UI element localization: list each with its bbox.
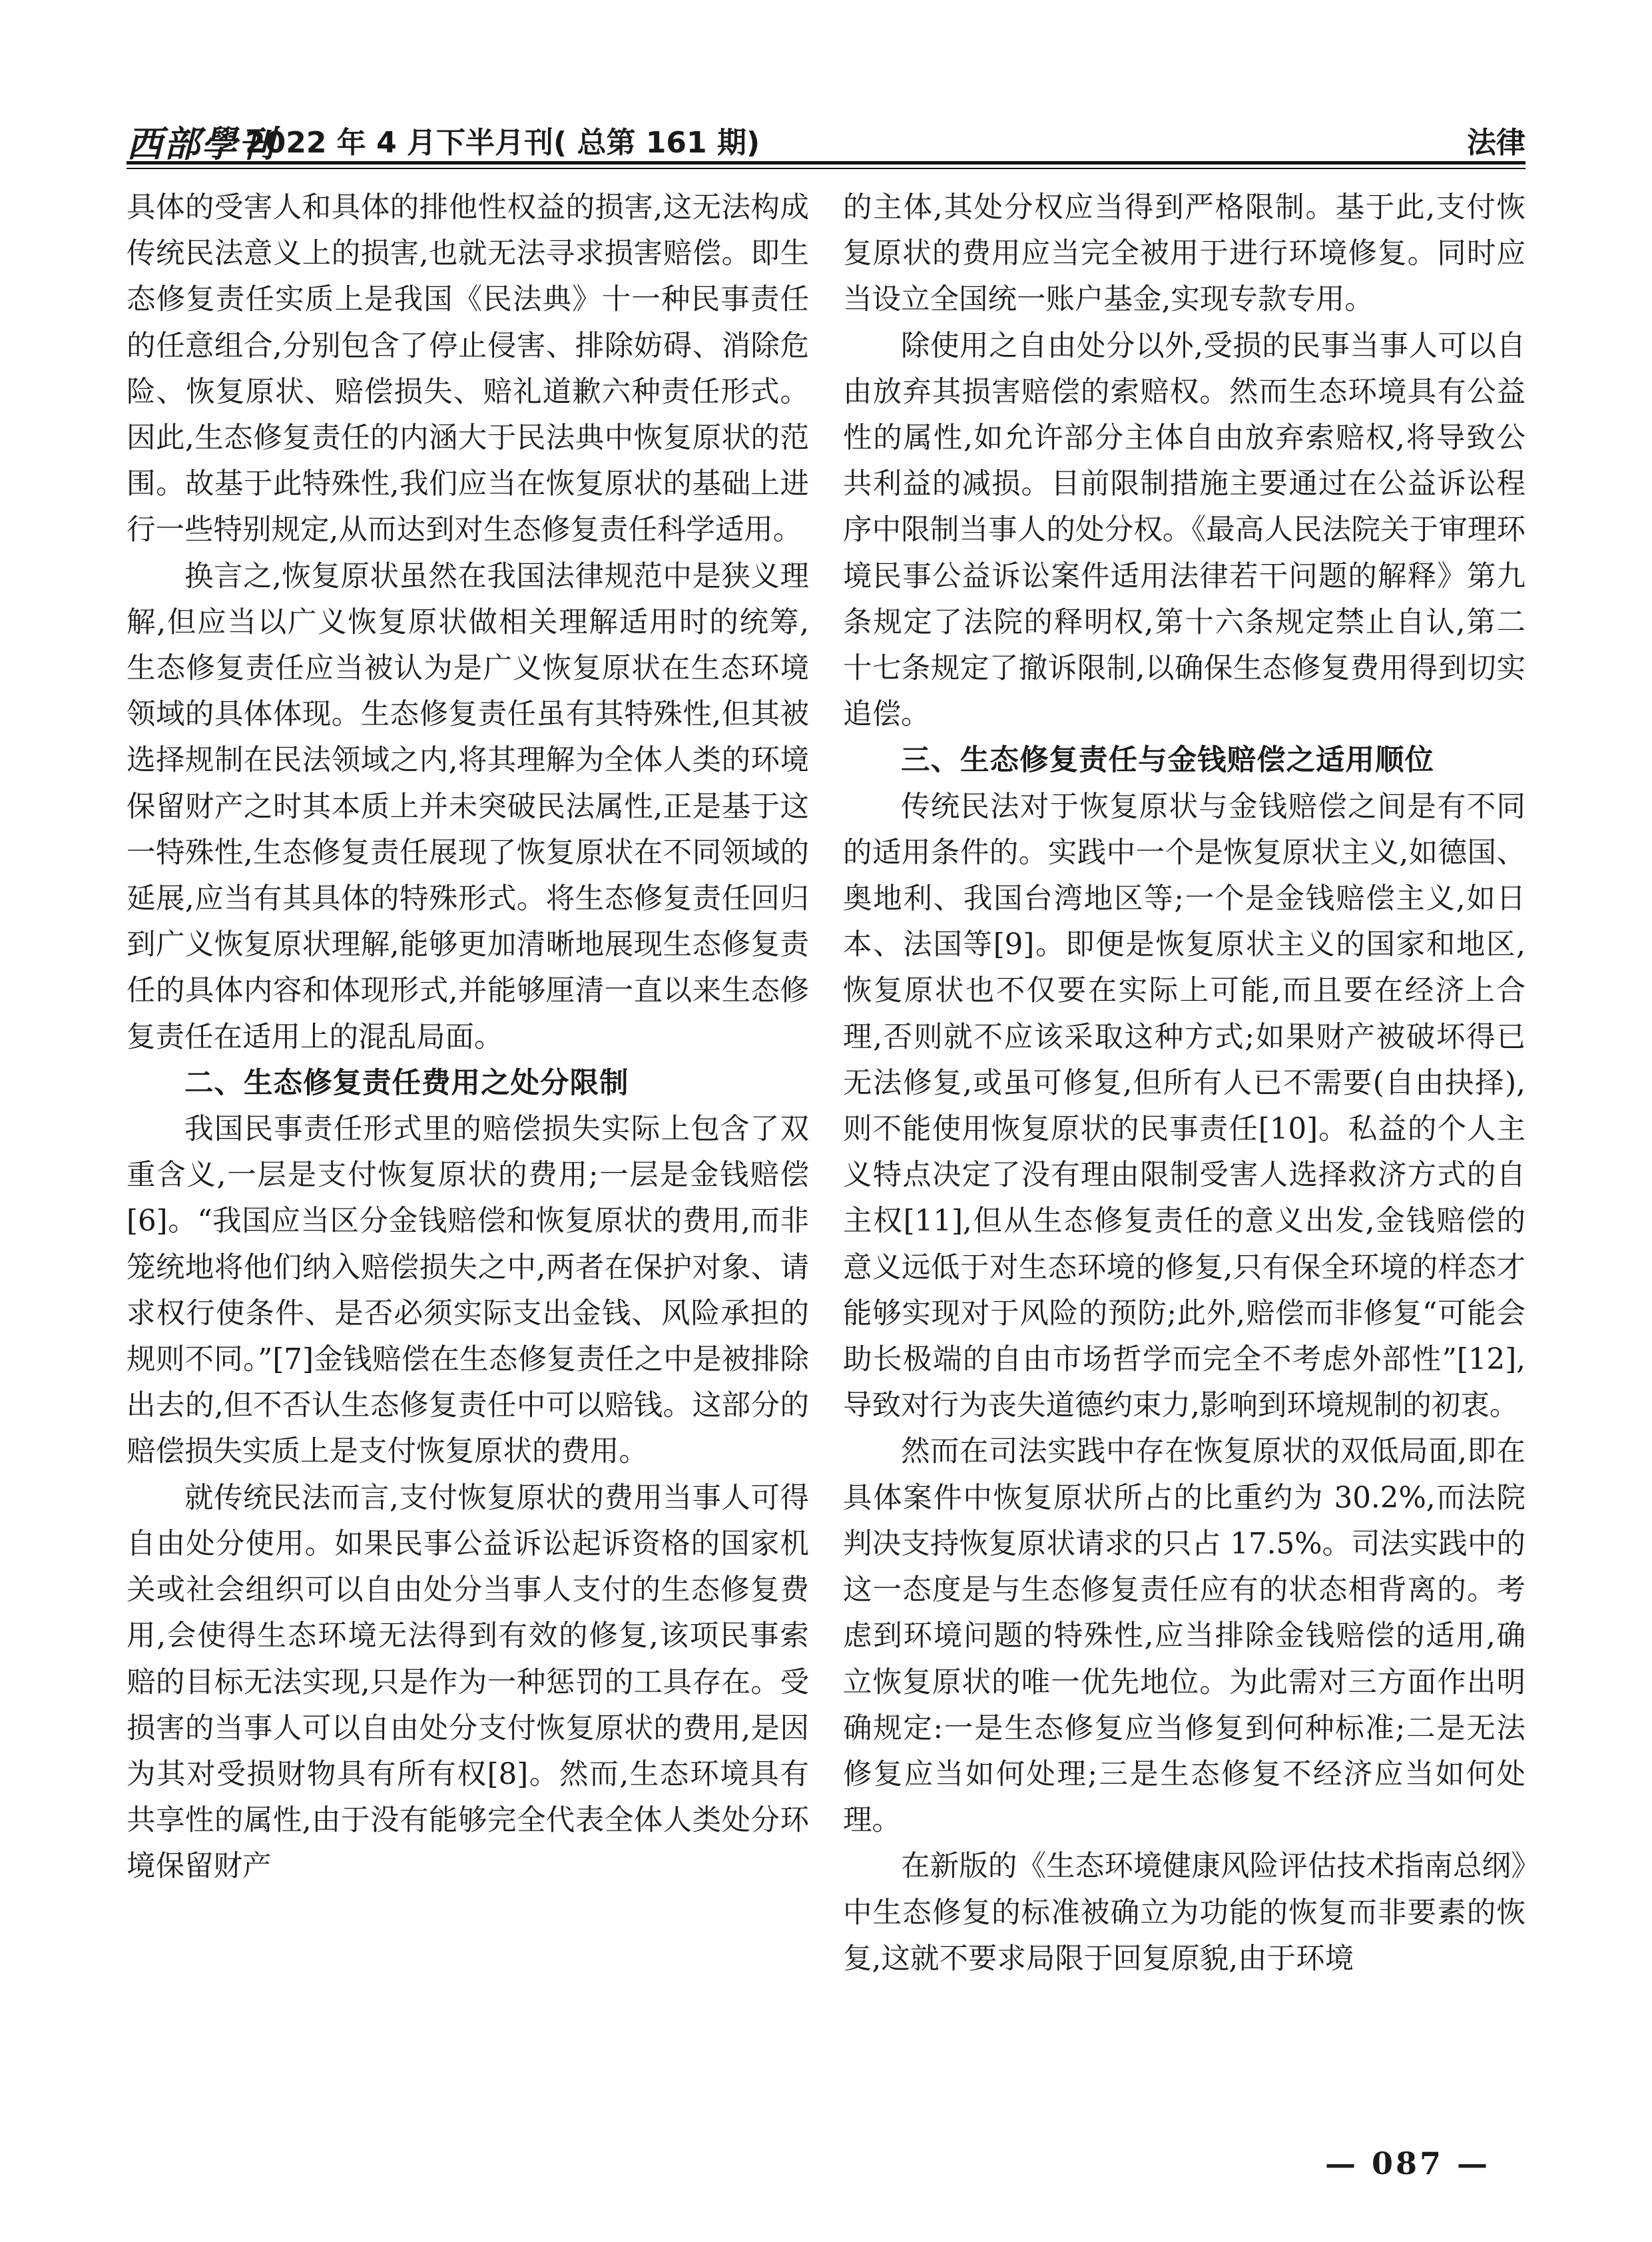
paragraph: 的主体,其处分权应当得到严格限制。基于此,支付恢复原状的费用应当完全被用于进行环境修复。同时应当设立全国统一账户基金,实现专款专用。 (843, 191, 1525, 317)
paragraph: 具体的受害人和具体的排他性权益的损害,这无法构成传统民法意义上的损害,也就无法寻求损害赔偿。即生态修复责任实质上是我国《民法典》十一种民事责任的任意组合,分别包含了停止侵害、排除妨碍、消除危险、恢复原状、赔偿损失、赔礼道歉六种责任形式。因此,生态修复责任的内涵大于民法典中恢复原状的范围。故基于此特殊性,我们应当在恢复原状的基础上进行一些特别规定,从而达到对生态修复责任科学适用。 (127, 191, 809, 547)
issue-info: 2022 年 4 月下半月刊( 总第 161 期) (245, 126, 760, 160)
section-label: 法律 (1467, 126, 1525, 160)
left-column (127, 185, 809, 1890)
paragraph: 就传统民法而言,支付恢复原状的费用当事人可得自由处分使用。如果民事公益诉讼起诉资格的国家机关或社会组织可以自由处分当事人支付的生态修复费用,会使得生态环境无法得到有效的修复,该项民事索赔的目标无法实现,只是作为一种惩罚的工具存在。受损害的当事人可以自由处分支付恢复原状的费用,是因为其对受损财物具有所有权[8]。然而,生态环境具有共享性的属性,由于没有能够完全代表全体人类处分环境保留财产 (127, 1481, 809, 1884)
journal-logo: 西部學刊 (127, 123, 276, 165)
paragraph: 换言之,恢复原状虽然在我国法律规范中是狭义理解,但应当以广义恢复原状做相关理解适用时的统筹,生态修复责任应当被认为是广义恢复原状在生态环境领域的具体体现。生态修复责任虽有其特殊性,但其被选择规制在民法领域之内,将其理解为全体人类的环境保留财产之时其本质上并未突破民法属性,正是基于这一特殊性,生态修复责任展现了恢复原状在不同领域的延展,应当有其具体的特殊形式。将生态修复责任回归到广义恢复原状理解,能够更加清晰地展现生态修复责任的具体内容和体现形式,并能够厘清一直以来生态修复责任在适用上的混乱局面。 (127, 559, 809, 1054)
paragraph: 然而在司法实践中存在恢复原状的双低局面,即在具体案件中恢复原状所占的比重约为 30.2%,而法院判决支持恢复原状请求的只占 17.5%。司法实践中的这一态度是与生态修复责任应有的状态相背离的。考虑到环境问题的特殊性,应当排除金钱赔偿的适用,确立恢复原状的唯一优先地位。为此需对三方面作出明确规定:一是生态修复应当修复到何种标准;二是无法修复应当如何处理;三是生态修复不经济应当如何处理。 (843, 1435, 1525, 1838)
page-header (127, 112, 1525, 165)
paragraph: 我国民事责任形式里的赔偿损失实际上包含了双重含义,一层是支付恢复原状的费用;一层是金钱赔偿[6]。“我国应当区分金钱赔偿和恢复原状的费用,而非笼统地将他们纳入赔偿损失之中,两者在保护对象、请求权行使条件、是否必须实际支出金钱、风险承担的规则不同。”[7]金钱赔偿在生态修复责任之中是被排除出去的,但不否认生态修复责任中可以赔钱。这部分的赔偿损失实质上是支付恢复原状的费用。 (127, 1113, 809, 1469)
page-number: — 087 — (1325, 2145, 1491, 2181)
right-column (843, 185, 1525, 1982)
paragraph: 传统民法对于恢复原状与金钱赔偿之间是有不同的适用条件的。实践中一个是恢复原状主义,如德国、奥地利、我国台湾地区等;一个是金钱赔偿主义,如日本、法国等[9]。即便是恢复原状主义的国家和地区,恢复原状也不仅要在实际上可能,而且要在经济上合理,否则就不应该采取这种方式;如果财产被破坏得已无法修复,或虽可修复,但所有人已不需要(自由抉择),则不能使用恢复原状的民事责任[10]。私益的个人主义特点决定了没有理由限制受害人选择救济方式的自主权[11],但从生态修复责任的意义出发,金钱赔偿的意义远低于对生态环境的修复,只有保全环境的样态才能够实现对于风险的预防;此外,赔偿而非修复“可能会助长极端的自由市场哲学而完全不考虑外部性”[12],导致对行为丧失道德约束力,影响到环境规制的初衷。 (843, 790, 1525, 1423)
section-heading: 二、生态修复责任费用之处分限制 (184, 1066, 629, 1100)
paragraph: 除使用之自由处分以外,受损的民事当事人可以自由放弃其损害赔偿的索赔权。然而生态环境具有公益性的属性,如允许部分主体自由放弃索赔权,将导致公共利益的减损。目前限制措施主要通过在公益诉讼程序中限制当事人的处分权。《最高人民法院关于审理环境民事公益诉讼案件适用法律若干问题的解释》第九条规定了法院的释明权,第十六条规定禁止自认,第二十七条规定了撤诉限制,以确保生态修复费用得到切实追偿。 (843, 329, 1525, 732)
section-heading: 三、生态修复责任与金钱赔偿之适用顺位 (901, 744, 1434, 778)
paragraph: 在新版的《生态环境健康风险评估技术指南总纲》中生态修复的标准被确立为功能的恢复而非要素的恢复,这就不要求局限于回复原貌,由于环境 (843, 1850, 1525, 1976)
header-rule-thin (127, 168, 1525, 169)
header-rule (127, 161, 1525, 164)
